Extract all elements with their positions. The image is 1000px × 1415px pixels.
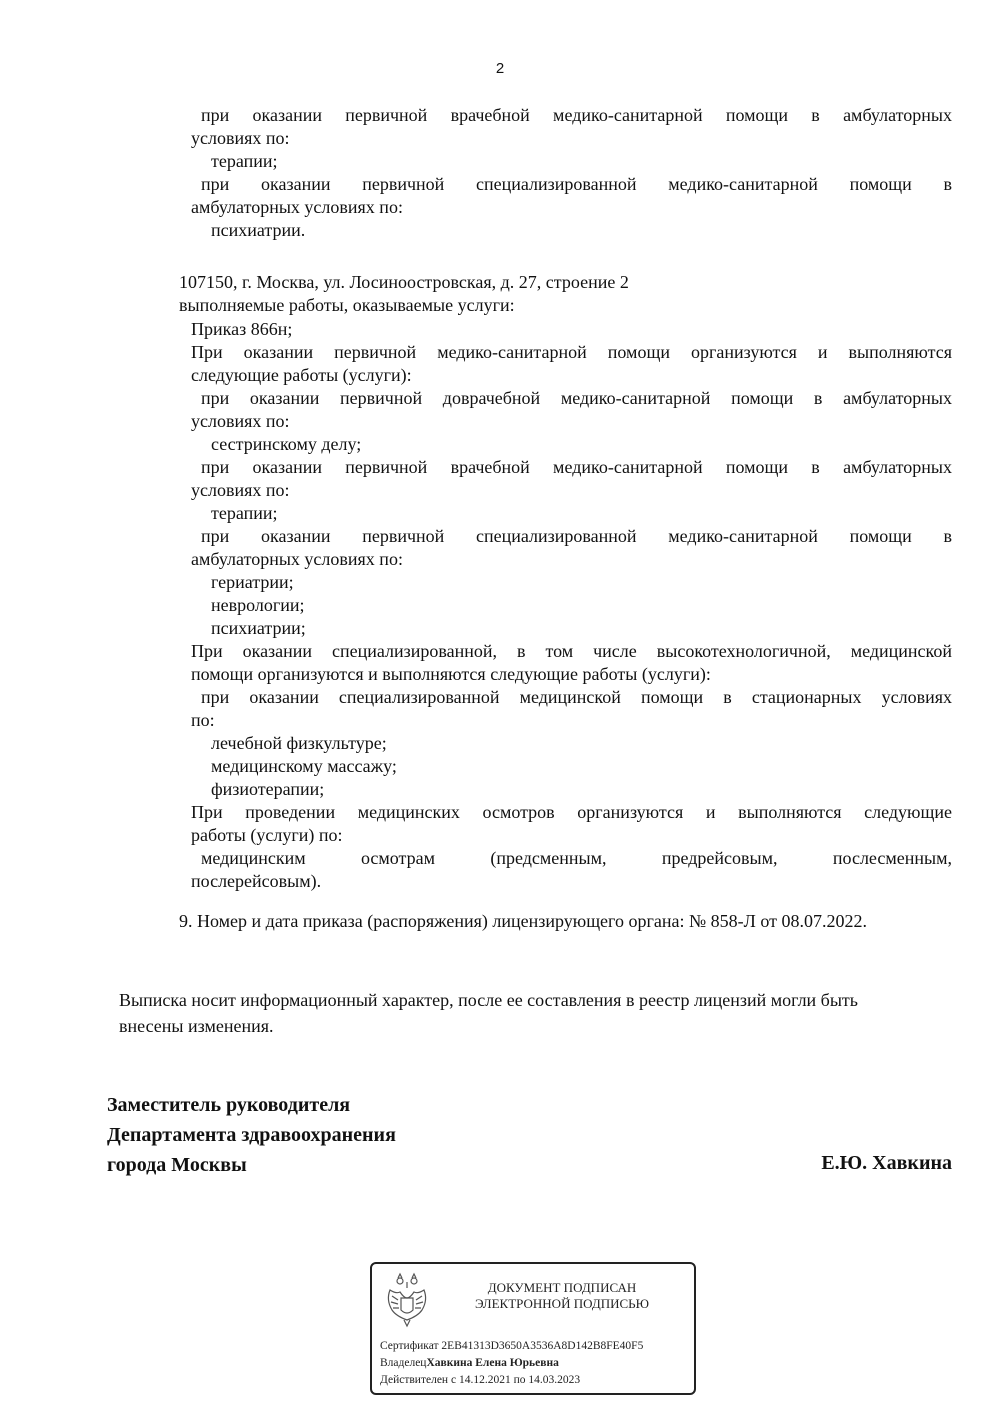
text-line: послерейсовым). (191, 871, 322, 891)
text-line: условиях по: (191, 411, 290, 431)
stamp-validity: Действителен с 14.12.2021 по 14.03.2023 (380, 1374, 581, 1386)
text-line: следующие работы (услуги): (191, 365, 412, 385)
order-number-line: 9. Номер и дата приказа (распоряжения) лицензирующего органа: № 858-Л от 08.07.2022. (179, 911, 867, 931)
signatory-name: Е.Ю. Хавкина (821, 1152, 952, 1174)
text-line: амбулаторных условиях по: (191, 549, 403, 569)
position-line-3: города Москвы (107, 1154, 247, 1176)
russian-coat-of-arms-icon (384, 1272, 430, 1328)
stamp-title-line-1: ДОКУМЕНТ ПОДПИСАН (487, 1280, 637, 1295)
text-line: при оказании первичной доврачебной медико-санитарной помощи в амбулаторных (201, 388, 952, 408)
text-line: сестринскому делу; (211, 434, 362, 454)
text-line: При оказании специализированной, в том числе высокотехнологичной, медицинской (191, 641, 952, 661)
text-line: При оказании первичной медико-санитарной помощи организуются и выполняются (191, 342, 952, 362)
text-line: психиатрии; (211, 618, 306, 638)
text-line: условиях по: (191, 480, 290, 500)
disclaimer-note (119, 987, 959, 1039)
text-line: Приказ 866н; (191, 319, 293, 339)
certificate-value: 2EB41313D3650A3536A8D142B8FE40F5 (441, 1340, 644, 1352)
disclaimer-line-1: Выписка носит информационный характер, после ее составления в реестр лицензий могли быть (119, 990, 859, 1010)
text-line: гериатрии; (211, 572, 294, 592)
text-line: медицинскому массажу; (211, 756, 397, 776)
signatory-position (107, 1090, 396, 1180)
text-line: лечебной физкультуре; (211, 733, 387, 753)
text-line: по: (191, 710, 215, 730)
text-line: при оказании первичной специализированной медико-санитарной помощи в (201, 174, 952, 194)
electronic-signature-stamp (370, 1262, 696, 1395)
certificate-label: Сертификат (380, 1340, 439, 1352)
text-line: условиях по: (191, 128, 290, 148)
services-list-top (191, 104, 952, 242)
text-line: при оказании первичной врачебной медико-санитарной помощи в амбулаторных (201, 105, 952, 125)
owner-value: Хавкина Елена Юрьевна (426, 1357, 559, 1369)
text-line: психиатрии. (211, 220, 306, 240)
services-list-main (191, 318, 952, 893)
text-line: неврологии; (211, 595, 305, 615)
address: 107150, г. Москва, ул. Лосиноостровская, д. 27, строение 2 (179, 272, 629, 292)
text-line: при оказании специализированной медицинской помощи в стационарных условиях (201, 687, 952, 707)
text-line: терапии; (211, 151, 278, 171)
text-line: амбулаторных условиях по: (191, 197, 403, 217)
works-heading: выполняемые работы, оказываемые услуги: (179, 295, 515, 315)
stamp-title-line-2: ЭЛЕКТРОННОЙ ПОДПИСЬЮ (475, 1296, 649, 1311)
text-line: терапии; (211, 503, 278, 523)
position-line-2: Департамента здравоохранения (107, 1124, 396, 1146)
text-line: медицинским осмотрам (предсменным, предрейсовым, послесменным, (201, 848, 952, 868)
text-line: При проведении медицинских осмотров организуются и выполняются следующие (191, 802, 952, 822)
text-line: помощи организуются и выполняются следующие работы (услуги): (191, 664, 711, 684)
text-line: работы (услуги) по: (191, 825, 343, 845)
text-line: при оказании первичной врачебной медико-санитарной помощи в амбулаторных (201, 457, 952, 477)
text-line: физиотерапии; (211, 779, 325, 799)
stamp-owner (380, 1355, 643, 1372)
owner-label: Владелец (380, 1357, 427, 1369)
text-line: при оказании первичной специализированной медико-санитарной помощи в (201, 526, 952, 546)
disclaimer-line-2: внесены изменения. (119, 1016, 274, 1036)
stamp-certificate (380, 1338, 643, 1355)
position-line-1: Заместитель руководителя (107, 1094, 351, 1116)
page-number: 2 (495, 60, 505, 77)
